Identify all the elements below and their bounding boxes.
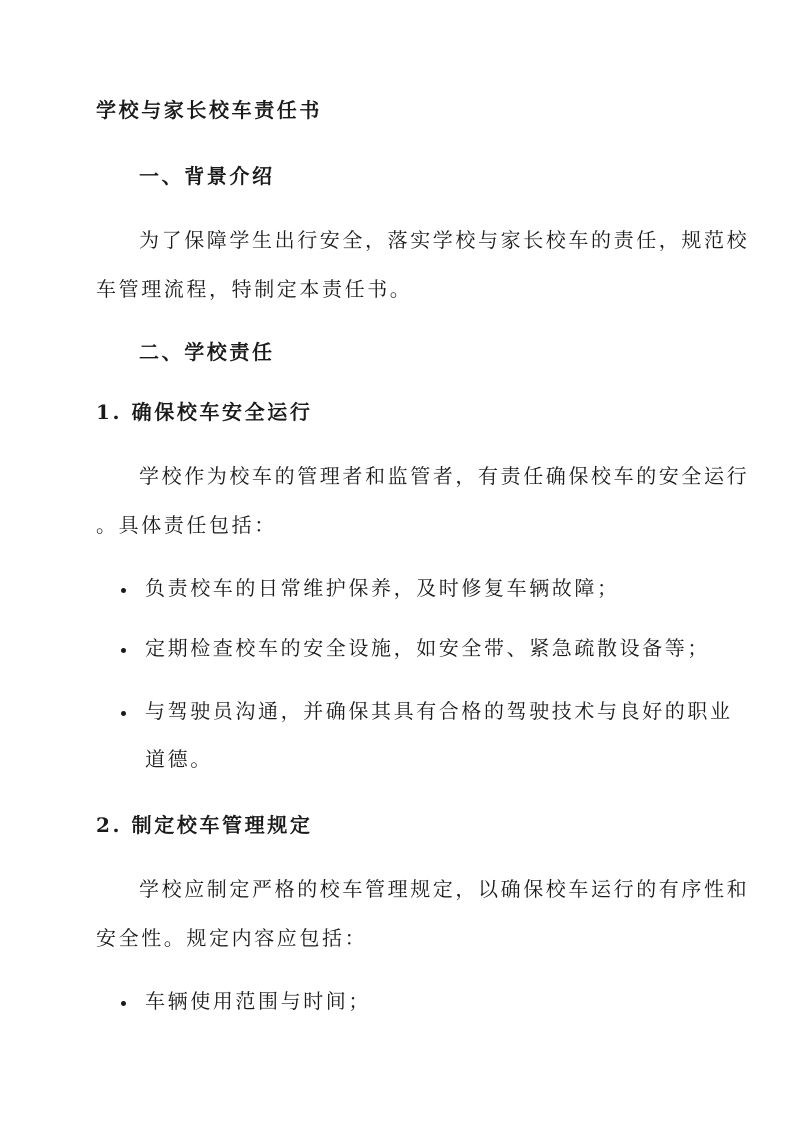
paragraph-line: 车管理流程，特制定本责任书。 [96,277,413,301]
subheading-safe-operation: 1. 确保校车安全运行 [96,400,313,424]
list-item: 定期检查校车的安全设施，如安全带、紧急疏散设备等； [145,636,710,660]
document-title: 学校与家长校车责任书 [96,98,322,122]
paragraph-line: 学校应制定严格的校车管理规定，以确保校车运行的有序性和 [139,877,750,901]
bullet-icon [121,648,126,653]
list-item-continuation: 道德。 [145,747,213,771]
paragraph-line: 。具体责任包括： [96,513,277,537]
list-item: 车辆使用范围与时间； [145,989,371,1013]
subheading-management-rules: 2. 制定校车管理规定 [96,813,313,837]
bullet-icon [121,588,126,593]
bullet-icon [121,1001,126,1006]
section-heading-background: 一、背景介绍 [139,164,275,188]
list-item: 负责校车的日常维护保养，及时修复车辆故障； [145,576,620,600]
section-heading-school-duties: 二、学校责任 [139,340,275,364]
list-item: 与驾驶员沟通，并确保其具有合格的驾驶技术与良好的职业 [145,699,733,723]
bullet-icon [121,711,126,716]
paragraph-line: 为了保障学生出行安全，落实学校与家长校车的责任，规范校 [139,228,750,252]
paragraph-line: 学校作为校车的管理者和监管者，有责任确保校车的安全运行 [139,464,750,488]
paragraph-line: 安全性。规定内容应包括： [96,926,368,950]
